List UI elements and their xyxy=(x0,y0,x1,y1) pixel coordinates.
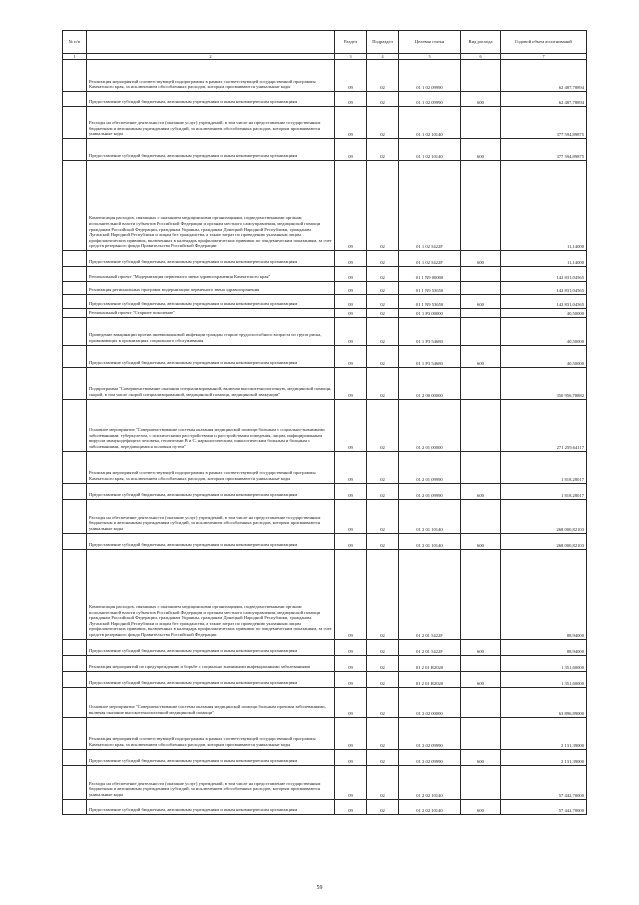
row-target: 01 2 02 10140 xyxy=(399,765,461,799)
row-number xyxy=(63,671,87,687)
row-target: 01 2 02 09990 xyxy=(399,749,461,765)
row-podrazdel: 02 xyxy=(367,799,399,814)
row-number xyxy=(63,367,87,399)
row-name: Основное мероприятие "Совершенствование системы оказания медицинской помощи больным с социально-значимыми заболеваниями: туберкулезом, с психическими расстройствами и расстройствами поведения, лицам, инфицированным вирусом иммунодефицита человека, гепатитами В и С, наркологическим, онкологическим больным и больным с заболеваниями, передающимися половым путем" xyxy=(87,399,335,451)
table-row xyxy=(63,451,587,483)
row-amount: 271 259,64117 xyxy=(501,399,587,451)
row-razdel: 09 xyxy=(335,139,367,161)
row-number xyxy=(63,451,87,483)
row-amount: 1 351,60000 xyxy=(501,671,587,687)
header-razdel: Раздел xyxy=(335,31,367,54)
row-amount: 1 351,60000 xyxy=(501,655,587,671)
row-amount: 2 131,39000 xyxy=(501,717,587,749)
row-name: Предоставление субсидий бюджетным, автономным учреждениям и иным некоммерческим организациям xyxy=(87,295,335,309)
table-row xyxy=(63,687,587,717)
row-podrazdel: 02 xyxy=(367,765,399,799)
row-name: Предоставление субсидий бюджетным, автономным учреждениям и иным некоммерческим организациям xyxy=(87,139,335,161)
row-target: 01 1 02 09990 xyxy=(399,60,461,92)
row-vid xyxy=(461,309,501,318)
header-no: № п/п xyxy=(63,31,87,54)
row-vid xyxy=(461,717,501,749)
row-number xyxy=(63,295,87,309)
row-target: 01 2 02 10140 xyxy=(399,799,461,814)
col-index: 2 xyxy=(87,54,335,60)
row-amount: 1 818,28017 xyxy=(501,451,587,483)
row-podrazdel: 02 xyxy=(367,671,399,687)
row-number xyxy=(63,533,87,549)
row-amount: 142 831,04565 xyxy=(501,282,587,295)
row-razdel: 09 xyxy=(335,317,367,345)
table-row xyxy=(63,671,587,687)
row-name: Проведение вакцинации против пневмококковой инфекции граждан старше трудоспособного возраста из групп риска, проживающих в организациях социального обслуживания xyxy=(87,317,335,345)
row-podrazdel: 02 xyxy=(367,92,399,107)
row-vid: 600 xyxy=(461,345,501,367)
table-row xyxy=(63,717,587,749)
row-number xyxy=(63,483,87,499)
row-amount: 40,50000 xyxy=(501,317,587,345)
row-amount: 377 594,89875 xyxy=(501,107,587,139)
row-vid xyxy=(461,367,501,399)
row-vid: 600 xyxy=(461,295,501,309)
row-name: Предоставление субсидий бюджетным, автономным учреждениям и иным некоммерческим организациям xyxy=(87,533,335,549)
row-name: Предоставление субсидий бюджетным, автономным учреждениям и иным некоммерческим организациям xyxy=(87,799,335,814)
row-podrazdel: 02 xyxy=(367,687,399,717)
budget-table xyxy=(62,30,587,815)
row-razdel: 09 xyxy=(335,749,367,765)
row-podrazdel: 02 xyxy=(367,107,399,139)
row-number xyxy=(63,639,87,655)
table-row xyxy=(63,317,587,345)
row-target: 01 2 00 00000 xyxy=(399,367,461,399)
row-target: 01 1 P3 54680 xyxy=(399,317,461,345)
row-podrazdel: 02 xyxy=(367,251,399,267)
row-podrazdel: 02 xyxy=(367,367,399,399)
row-podrazdel: 02 xyxy=(367,309,399,318)
row-vid: 600 xyxy=(461,139,501,161)
table-body xyxy=(63,60,587,815)
row-target: 01 1 02 10140 xyxy=(399,139,461,161)
header-amount: Годовой объем ассигнований xyxy=(501,31,587,54)
row-vid xyxy=(461,451,501,483)
row-amount: 62 487,78894 xyxy=(501,60,587,92)
table-row xyxy=(63,60,587,92)
row-number xyxy=(63,139,87,161)
table-row xyxy=(63,399,587,451)
row-podrazdel: 02 xyxy=(367,749,399,765)
row-name: Региональный проект "Старшее поколение" xyxy=(87,309,335,318)
row-vid xyxy=(461,107,501,139)
row-number xyxy=(63,799,87,814)
header-target: Целевая статья xyxy=(399,31,461,54)
col-index: 1 xyxy=(63,54,87,60)
row-razdel: 09 xyxy=(335,639,367,655)
row-amount: 88,94000 xyxy=(501,639,587,655)
row-podrazdel: 02 xyxy=(367,639,399,655)
row-vid: 600 xyxy=(461,749,501,765)
row-vid: 600 xyxy=(461,251,501,267)
row-name: Расходы на обеспечение деятельности (оказание услуг) учреждений, в том числе на предоставление государственным бюджетным и автономным учреждениям субсидий, за исключением обособленных расходов, которым присваиваются уникальные коды xyxy=(87,499,335,533)
row-amount: 40,50000 xyxy=(501,345,587,367)
row-number xyxy=(63,309,87,318)
row-amount: 142 831,04565 xyxy=(501,295,587,309)
row-podrazdel: 02 xyxy=(367,295,399,309)
table-row xyxy=(63,161,587,251)
row-target: 01 1 02 5422F xyxy=(399,251,461,267)
row-name: Региональный проект "Модернизация первичного звена здравоохранения Камчатского края" xyxy=(87,267,335,282)
row-target: 01 1 N9 53650 xyxy=(399,295,461,309)
row-number xyxy=(63,749,87,765)
row-number xyxy=(63,549,87,639)
row-vid xyxy=(461,399,501,451)
table-header-row xyxy=(63,31,587,54)
row-vid xyxy=(461,161,501,251)
row-razdel: 09 xyxy=(335,60,367,92)
row-name: Предоставление субсидий бюджетным, автономным учреждениям и иным некоммерческим организациям xyxy=(87,483,335,499)
row-amount: 11,14000 xyxy=(501,161,587,251)
row-podrazdel: 02 xyxy=(367,139,399,161)
table-row xyxy=(63,92,587,107)
row-amount: 350 956,78882 xyxy=(501,367,587,399)
row-razdel: 09 xyxy=(335,765,367,799)
row-target: 01 2 01 5422F xyxy=(399,549,461,639)
table-row xyxy=(63,765,587,799)
table-row xyxy=(63,483,587,499)
row-name: Расходы на обеспечение деятельности (оказание услуг) учреждений, в том числе на предоставление государственным бюджетным и автономным учреждениям субсидий, за исключением обособленных расходов, которым присваиваются уникальные коды xyxy=(87,765,335,799)
row-razdel: 09 xyxy=(335,671,367,687)
budget-table-sheet xyxy=(62,30,586,815)
row-target: 01 2 01 00000 xyxy=(399,399,461,451)
row-razdel: 09 xyxy=(335,367,367,399)
table-row xyxy=(63,309,587,318)
row-podrazdel: 02 xyxy=(367,282,399,295)
row-razdel: 09 xyxy=(335,499,367,533)
row-name: Компенсация расходов, связанных с оказанием медицинскими организациями, подведомственными органам исполнительной власти субъектов Российской Федерации и органам местного самоуправления, медицинской помощи гражданам Российской Федерации, гражданам Украины, гражданам Донецкой Народной Республики, гражданам Луганской Народной Республики и лицам без гражданства, а также затрат по проведению указанным лицам профилактических прививок, включенных в календарь профилактических прививок по эпидемическим показаниям, за счет средств резервного фонда Правительства Российской Федерации xyxy=(87,549,335,639)
row-vid xyxy=(461,282,501,295)
row-podrazdel: 02 xyxy=(367,717,399,749)
table-row xyxy=(63,533,587,549)
row-target: 01 1 02 09990 xyxy=(399,92,461,107)
col-index: 7 xyxy=(501,54,587,60)
row-amount: 268 000,82103 xyxy=(501,533,587,549)
row-name: Предоставление субсидий бюджетным, автономным учреждениям и иным некоммерческим организациям xyxy=(87,92,335,107)
row-number xyxy=(63,345,87,367)
row-razdel: 09 xyxy=(335,483,367,499)
row-podrazdel: 02 xyxy=(367,533,399,549)
row-name: Расходы на обеспечение деятельности (оказание услуг) учреждений, в том числе на предоставление государственным бюджетным и автономным учреждениям субсидий, за исключением обособленных расходов, которым присваиваются уникальные коды xyxy=(87,107,335,139)
col-index: 3 xyxy=(335,54,367,60)
row-name: Предоставление субсидий бюджетным, автономным учреждениям и иным некоммерческим организациям xyxy=(87,671,335,687)
row-number xyxy=(63,161,87,251)
row-razdel: 09 xyxy=(335,161,367,251)
header-podrazdel: Подраздел xyxy=(367,31,399,54)
row-number xyxy=(63,282,87,295)
row-name: Реализация мероприятий соответствующей подпрограммы в рамках соответствующей государственной программы Камчатского края, за исключением обособленных расходов, которым присваиваются уникальные коды xyxy=(87,60,335,92)
row-vid: 600 xyxy=(461,483,501,499)
table-row xyxy=(63,499,587,533)
row-number xyxy=(63,717,87,749)
row-number xyxy=(63,267,87,282)
row-target: 01 2 02 09990 xyxy=(399,717,461,749)
table-row xyxy=(63,282,587,295)
col-index: 6 xyxy=(461,54,501,60)
row-amount: 1 818,28017 xyxy=(501,483,587,499)
row-razdel: 09 xyxy=(335,251,367,267)
row-target: 01 1 P3 54680 xyxy=(399,345,461,367)
row-name: Предоставление субсидий бюджетным, автономным учреждениям и иным некоммерческим организациям xyxy=(87,639,335,655)
page-number: 59 xyxy=(316,885,323,891)
row-amount: 142 831,04565 xyxy=(501,267,587,282)
table-row xyxy=(63,107,587,139)
row-number xyxy=(63,399,87,451)
row-vid xyxy=(461,765,501,799)
row-name: Компенсация расходов, связанных с оказанием медицинскими организациями, подведомственными органам исполнительной власти субъектов Российской Федерации и органам местного самоуправления, медицинской помощи гражданам Российской Федерации, гражданам Украины, гражданам Донецкой Народной Республики, гражданам Луганской Народной Республики и лицам без гражданства, а также затрат по проведению указанным лицам профилактических прививок, включенных в календарь профилактических прививок по эпидемическим показаниям, за счет средств резервного фонда Правительства Российской Федерации xyxy=(87,161,335,251)
row-number xyxy=(63,251,87,267)
table-row xyxy=(63,749,587,765)
row-amount: 268 000,82103 xyxy=(501,499,587,533)
table-row xyxy=(63,367,587,399)
row-name: Основное мероприятие "Совершенствование системы оказания медицинской помощи больным прочими заболеваниями, включая оказание высокотехнологичной медицинской помощи" xyxy=(87,687,335,717)
row-vid: 600 xyxy=(461,799,501,814)
row-vid xyxy=(461,549,501,639)
row-target: 01 1 N9 53650 xyxy=(399,282,461,295)
row-target: 01 2 01 10140 xyxy=(399,499,461,533)
table-row xyxy=(63,799,587,814)
row-name: Предоставление субсидий бюджетным, автономным учреждениям и иным некоммерческим организациям xyxy=(87,749,335,765)
row-podrazdel: 02 xyxy=(367,399,399,451)
table-row xyxy=(63,139,587,161)
row-name: Предоставление субсидий бюджетным, автономным учреждениям и иным некоммерческим организациям xyxy=(87,251,335,267)
table-row xyxy=(63,251,587,267)
table-row xyxy=(63,655,587,671)
row-vid: 600 xyxy=(461,533,501,549)
row-target: 01 2 01 R2020 xyxy=(399,655,461,671)
row-name: Реализация мероприятий соответствующей подпрограммы в рамках соответствующей государственной программы Камчатского края, за исключением обособленных расходов, которым присваиваются уникальные коды xyxy=(87,717,335,749)
row-vid xyxy=(461,317,501,345)
header-vid: Вид расхода xyxy=(461,31,501,54)
row-amount: 377 594,89875 xyxy=(501,139,587,161)
row-razdel: 09 xyxy=(335,655,367,671)
row-razdel: 09 xyxy=(335,549,367,639)
row-amount: 2 131,39000 xyxy=(501,749,587,765)
row-podrazdel: 02 xyxy=(367,655,399,671)
row-podrazdel: 02 xyxy=(367,451,399,483)
row-podrazdel: 02 xyxy=(367,267,399,282)
row-target: 01 2 01 5422F xyxy=(399,639,461,655)
row-amount: 62 487,78894 xyxy=(501,92,587,107)
row-amount: 40,50000 xyxy=(501,309,587,318)
col-index: 4 xyxy=(367,54,399,60)
row-vid: 600 xyxy=(461,92,501,107)
row-target: 01 1 P3 00000 xyxy=(399,309,461,318)
table-row xyxy=(63,295,587,309)
row-razdel: 09 xyxy=(335,345,367,367)
row-target: 01 1 N9 00000 xyxy=(399,267,461,282)
row-podrazdel: 02 xyxy=(367,345,399,367)
row-razdel: 09 xyxy=(335,282,367,295)
table-row xyxy=(63,267,587,282)
row-vid xyxy=(461,655,501,671)
header-name xyxy=(87,31,335,54)
table-row xyxy=(63,549,587,639)
row-number xyxy=(63,765,87,799)
row-razdel: 09 xyxy=(335,267,367,282)
row-podrazdel: 02 xyxy=(367,60,399,92)
col-index: 5 xyxy=(399,54,461,60)
row-razdel: 09 xyxy=(335,107,367,139)
row-target: 01 2 01 09990 xyxy=(399,451,461,483)
row-razdel: 09 xyxy=(335,687,367,717)
row-razdel: 09 xyxy=(335,92,367,107)
row-amount: 57 442,70000 xyxy=(501,799,587,814)
row-vid xyxy=(461,267,501,282)
table-row xyxy=(63,345,587,367)
row-razdel: 09 xyxy=(335,451,367,483)
row-target: 01 1 02 5422F xyxy=(399,161,461,251)
row-vid xyxy=(461,687,501,717)
row-name: Реализация региональных программ модернизации первичного звена здравоохранения xyxy=(87,282,335,295)
row-amount: 63 896,89000 xyxy=(501,687,587,717)
row-vid: 600 xyxy=(461,639,501,655)
row-amount: 11,14000 xyxy=(501,251,587,267)
row-podrazdel: 02 xyxy=(367,483,399,499)
row-number xyxy=(63,60,87,92)
row-razdel: 09 xyxy=(335,399,367,451)
row-amount: 88,94000 xyxy=(501,549,587,639)
row-podrazdel: 02 xyxy=(367,317,399,345)
row-target: 01 1 02 10140 xyxy=(399,107,461,139)
row-razdel: 09 xyxy=(335,717,367,749)
row-number xyxy=(63,107,87,139)
row-podrazdel: 02 xyxy=(367,549,399,639)
row-number xyxy=(63,499,87,533)
row-podrazdel: 02 xyxy=(367,161,399,251)
table-row xyxy=(63,639,587,655)
row-amount: 57 442,70000 xyxy=(501,765,587,799)
row-vid: 600 xyxy=(461,671,501,687)
row-number xyxy=(63,655,87,671)
row-target: 01 2 02 00000 xyxy=(399,687,461,717)
row-name: Реализация мероприятий соответствующей подпрограммы в рамках соответствующей государственной программы Камчатского края, за исключением обособленных расходов, которым присваиваются уникальные коды xyxy=(87,451,335,483)
row-vid xyxy=(461,499,501,533)
row-name: Подпрограмма "Совершенствование оказания специализированной, включая высокотехнологичную, медицинской помощи, скорой, в том числе скорой специализированной, медицинской помощи, медицинской эвакуации" xyxy=(87,367,335,399)
row-razdel: 09 xyxy=(335,799,367,814)
row-target: 01 2 01 09990 xyxy=(399,483,461,499)
row-razdel: 09 xyxy=(335,295,367,309)
row-name: Реализация мероприятий по предупреждению и борьбе с социально значимыми инфекционными заболеваниями xyxy=(87,655,335,671)
row-razdel: 09 xyxy=(335,533,367,549)
row-target: 01 2 01 10140 xyxy=(399,533,461,549)
row-name: Предоставление субсидий бюджетным, автономным учреждениям и иным некоммерческим организациям xyxy=(87,345,335,367)
row-vid xyxy=(461,60,501,92)
row-number xyxy=(63,92,87,107)
row-target: 01 2 01 R2020 xyxy=(399,671,461,687)
row-number xyxy=(63,317,87,345)
row-podrazdel: 02 xyxy=(367,499,399,533)
row-number xyxy=(63,687,87,717)
row-razdel: 09 xyxy=(335,309,367,318)
